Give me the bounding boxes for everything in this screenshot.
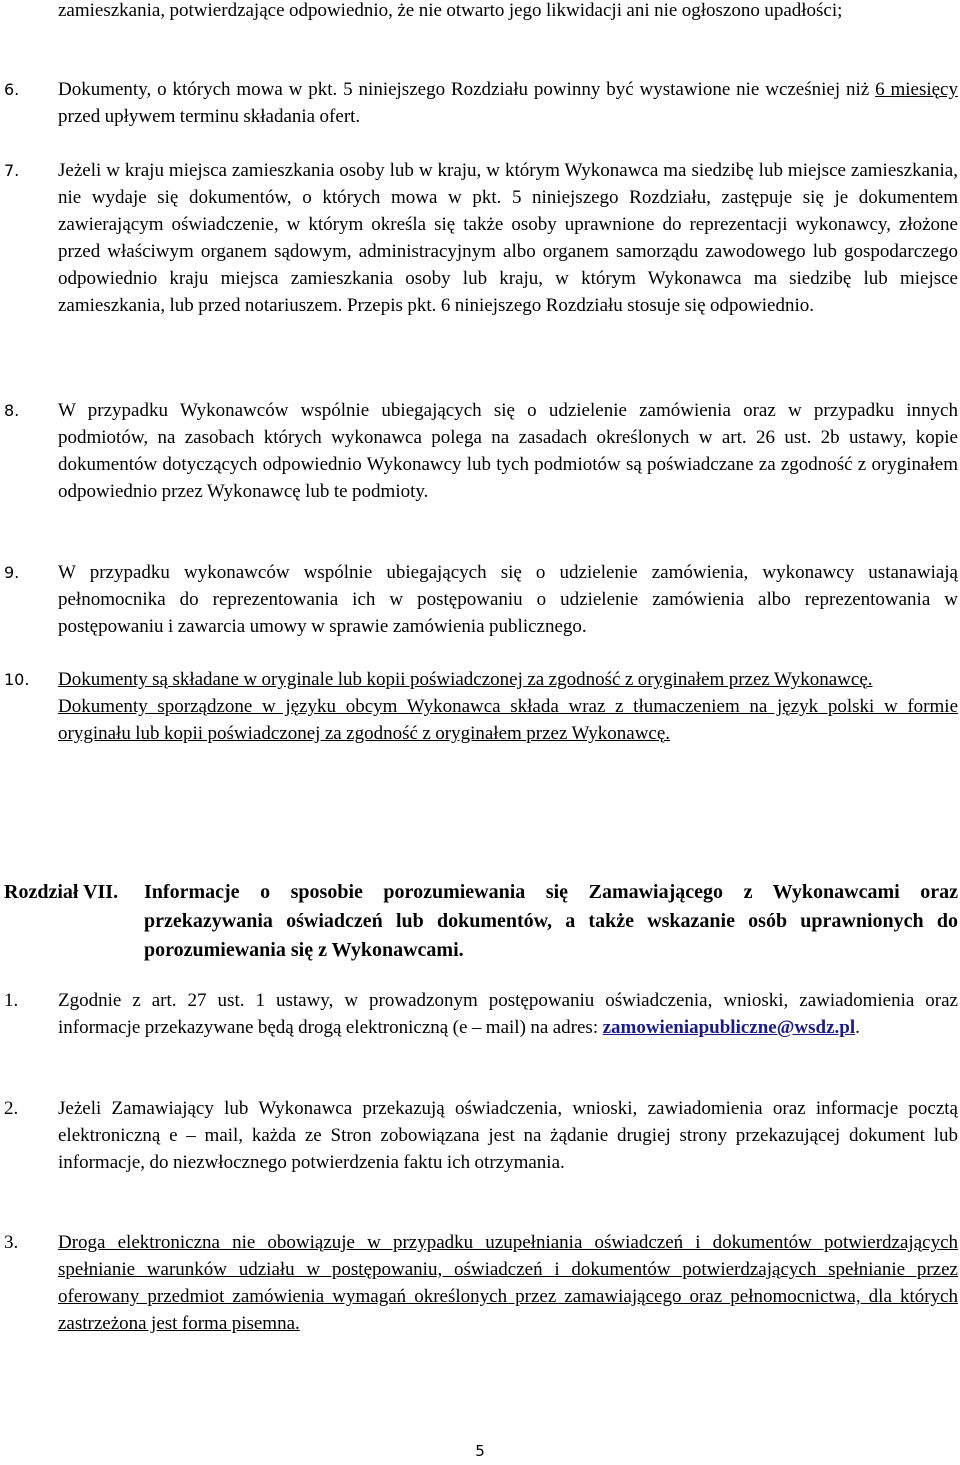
item-number: 6.	[4, 80, 20, 99]
item-text-part: .	[855, 1017, 860, 1038]
item-text	[58, 987, 958, 1041]
item-number: 2.	[4, 1098, 19, 1119]
item-text-part: Zgodnie z art. 27 ust. 1 ustawy, w prowadzonym postępowaniu oświadczenia, wnioski, zawiadomienia oraz informacje przekazywane będą drogą elektroniczną (e – mail) na adres:	[58, 990, 958, 1038]
chapter-list-item-2	[0, 1095, 958, 1176]
item-text: Jeżeli Zamawiający lub Wykonawca przekazują oświadczenia, wnioski, zawiadomienia oraz informacje pocztą elektroniczną e – mail, każda ze Stron zobowiązana jest na żądanie drugiej strony przekazującej dokument lub informacje, do niezwłocznego potwierdzenia faktu ich otrzymania.	[58, 1098, 958, 1173]
chapter-title: Informacje o sposobie porozumiewania się Zamawiającego z Wykonawcami oraz przekazywania oświadczeń lub dokumentów, a także wskazanie osób uprawnionych do porozumiewania się z Wykonawcami.	[144, 881, 958, 961]
item-text-underlined: Dokumenty są składane w oryginale lub kopii poświadczonej za zgodność z oryginałem przez Wykonawcę.	[58, 669, 873, 690]
list-item-8	[0, 397, 958, 505]
intro-text: zamieszkania, potwierdzające odpowiednio, że nie otwarto jego likwidacji ani nie ogłoszono upadłości;	[58, 0, 843, 21]
item-text: W przypadku wykonawców wspólnie ubiegających się o udzielenie zamówienia, wykonawcy ustanawiają pełnomocnika do reprezentowania ich w postępowaniu o udzielenie zamówienia albo reprezentowania w postępowaniu i zawarcia umowy w sprawie zamówienia publicznego.	[58, 562, 958, 637]
list-item-10	[0, 666, 958, 747]
item-number: 8.	[4, 401, 20, 420]
item-text-part: przed upływem terminu składania ofert.	[58, 106, 361, 127]
item-number: 3.	[4, 1232, 19, 1253]
chapter-list-item-3	[0, 1229, 958, 1337]
email-link[interactable]: zamowieniapubliczne@wsdz.pl	[602, 1017, 856, 1038]
item-number: 10.	[4, 670, 30, 689]
item-number: 9.	[4, 563, 20, 582]
item-text	[58, 76, 958, 130]
item-text-part: Dokumenty, o których mowa w pkt. 5 niniejszego Rozdziału powinny być wystawione nie wcześniej niż	[58, 79, 876, 100]
item-number: 7.	[4, 161, 20, 180]
list-item-9	[0, 559, 958, 640]
item-text: Jeżeli w kraju miejsca zamieszkania osoby lub w kraju, w którym Wykonawca ma siedzibę lub miejsce zamieszkania, nie wydaje się dokumentów, o których mowa w pkt. 5 niniejszego Rozdziału, zastępuje się je dokumentem zawierającym oświadczenie, w którym określa się także osoby uprawnione do reprezentacji wykonawcy, złożone przed właściwym organem sądowym, administracyjnym albo organem samorządu zawodowego lub gospodarczego odpowiednio kraju miejsca zamieszkania osoby lub kraju, w którym Wykonawca ma siedzibę lub miejsce zamieszkania, lub przed notariuszem. Przepis pkt. 6 niniejszego Rozdziału stosuje się odpowiednio.	[58, 160, 958, 316]
chapter-label: Rozdział VII.	[4, 881, 119, 903]
item-text-underlined: Droga elektroniczna nie obowiązuje w przypadku uzupełniania oświadczeń i dokumentów potwierdzających spełnianie warunków udziału w postępowaniu, oświadczeń i dokumentów potwierdzających spełnianie przez oferowany przedmiot zamówienia wymagań określonych przez zamawiającego oraz pełnomocnictwa, dla których zastrzeżona jest forma pisemna.	[58, 1232, 958, 1334]
list-item-7	[0, 157, 958, 319]
list-item-6	[0, 76, 958, 130]
item-text: W przypadku Wykonawców wspólnie ubiegających się o udzielenie zamówienia oraz w przypadku innych podmiotów, na zasobach których wykonawca polega na zasadach określonych w art. 26 ust. 2b ustawy, kopie dokumentów dotyczących odpowiednio Wykonawcy lub tych podmiotów są poświadczane za zgodność z oryginałem odpowiednio przez Wykonawcę lub te podmioty.	[58, 400, 958, 502]
item-number: 1.	[4, 990, 19, 1011]
underlined-phrase: 6 miesięcy	[875, 79, 958, 100]
item-text-underlined: Dokumenty sporządzone w języku obcym Wykonawca składa wraz z tłumaczeniem na język polski w formie oryginału lub kopii poświadczonej za zgodność z oryginałem przez Wykonawcę.	[58, 696, 958, 744]
chapter-heading	[4, 878, 958, 965]
page-number: 5	[475, 1442, 485, 1460]
chapter-list-item-1	[0, 987, 958, 1041]
intro-continuation	[0, 0, 958, 24]
